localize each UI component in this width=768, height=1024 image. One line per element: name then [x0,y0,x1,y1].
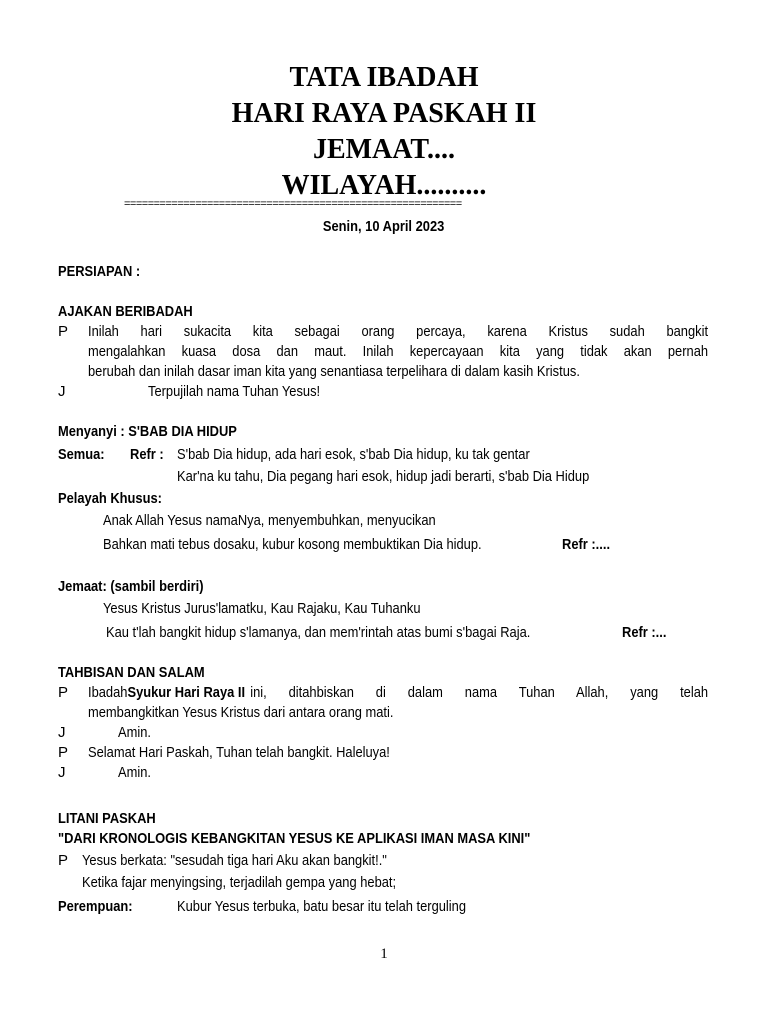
tahbisan-p1-line-2: membangkitkan Yesus Kristus dari antara orang mati. [88,704,394,721]
ajakan-j-label: J [58,383,66,400]
page-number: 1 [380,946,388,962]
title-line-2: HARI RAYA PASKAH II [231,98,537,129]
service-date: Senin, 10 April 2023 [323,218,445,235]
litani-p-line-2: Ketika fajar menyingsing, terjadilah gempa yang hebat; [82,874,397,891]
tahbisan-j1-label: J [58,724,66,741]
tahbisan-j1-text: Amin. [118,724,151,741]
separator-line: ========================================================= [124,198,462,210]
pelayan-line-1: Anak Allah Yesus namaNya, menyembuhkan, menyucikan [103,512,436,529]
ajakan-p-line-1: Inilah hari sukacita kita sebagai orang percaya, karena Kristus sudah bangkit [88,323,709,340]
jemaat-label: Jemaat: (sambil berdiri) [58,578,204,595]
litani-p-line-1: Yesus berkata: "sesudah tiga hari Aku akan bangkit!." [82,852,387,869]
refr-line-2: Kar'na ku tahu, Dia pegang hari esok, hidup jadi berarti, s'bab Dia Hidup [177,468,590,485]
menyanyi-heading: Menyanyi : S'BAB DIA HIDUP [58,423,237,440]
litani-p-label: P [58,852,69,869]
ajakan-p-line-2: mengalahkan kuasa dosa dan maut. Inilah kepercayaan kita yang tidak akan pernah [88,343,709,360]
jemaat-refr: Refr :... [622,624,667,641]
tahbisan-p1-line-1: Ibadah Syukur Hari Raya II ini, ditahbiskan di dalam nama Tuhan Allah, yang telah [88,684,709,701]
perempuan-label: Perempuan: [58,898,133,915]
title-line-3: JEMAAT.... [312,134,456,165]
tahbisan-j2-text: Amin. [118,764,151,781]
litani-subheading: "DARI KRONOLOGIS KEBANGKITAN YESUS KE APLIKASI IMAN MASA KINI" [58,830,531,847]
refr-line-1: S'bab Dia hidup, ada hari esok, s'bab Dia hidup, ku tak gentar [177,446,530,463]
ajakan-p-label: P [58,323,69,340]
pelayan-refr: Refr :.... [562,536,611,553]
litani-heading: LITANI PASKAH [58,810,156,827]
tahbisan-p2-label: P [58,744,69,761]
perempuan-text: Kubur Yesus terbuka, batu besar itu telah terguling [177,898,467,915]
title-line-1: TATA IBADAH [289,62,479,93]
persiapan-heading: PERSIAPAN : [58,263,141,280]
jemaat-line-2: Kau t'lah bangkit hidup s'lamanya, dan mem'rintah atas bumi s'bagai Raja. [106,624,531,641]
tahbisan-p1-label: P [58,684,69,701]
ajakan-j-text: Terpujilah nama Tuhan Yesus! [148,383,321,400]
title-line-4: WILAYAH.......... [281,170,487,201]
jemaat-line-1: Yesus Kristus Jurus'lamatku, Kau Rajaku, Kau Tuhanku [103,600,421,617]
semua-label: Semua: [58,446,105,463]
pelayan-khusus-label: Pelayah Khusus: [58,490,162,507]
refr-label: Refr : [130,446,164,463]
pelayan-line-2: Bahkan mati tebus dosaku, kubur kosong membuktikan Dia hidup. [103,536,482,553]
tahbisan-heading: TAHBISAN DAN SALAM [58,664,205,681]
tahbisan-p2-text: Selamat Hari Paskah, Tuhan telah bangkit. Haleluya! [88,744,390,761]
ajakan-heading: AJAKAN BERIBADAH [58,303,193,320]
ajakan-p-line-3: berubah dan inilah dasar iman kita yang senantiasa terpelihara di dalam kasih Kristus. [88,363,580,380]
tahbisan-j2-label: J [58,764,66,781]
